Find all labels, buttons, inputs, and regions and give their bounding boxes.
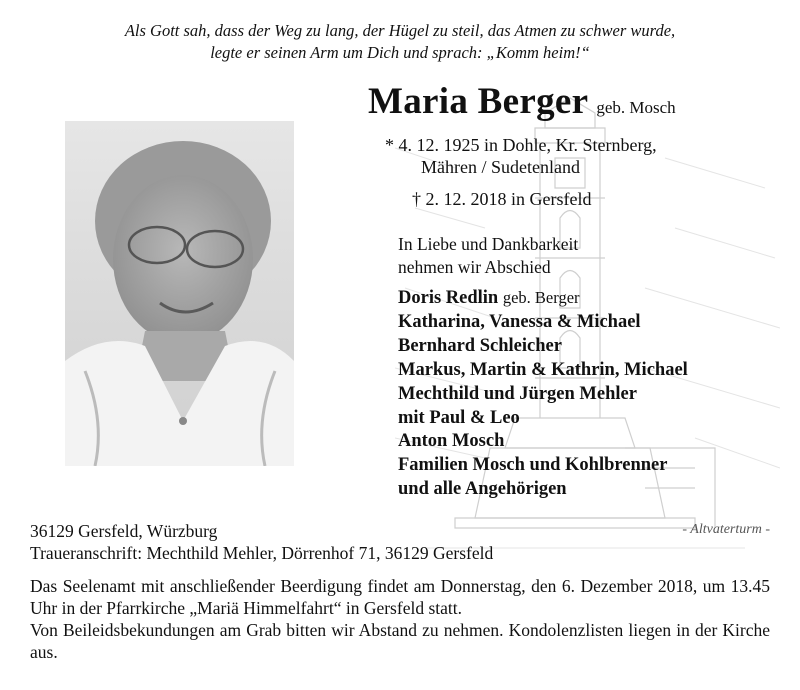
city-line: 36129 Gersfeld, Würzburg	[30, 521, 218, 541]
mourner-item: Mechthild und Jürgen Mehler	[398, 383, 637, 404]
mourner-item: Bernhard Schleicher	[398, 335, 562, 356]
mourner-item: mit Paul & Leo	[398, 407, 520, 428]
birth-line-1: * 4. 12. 1925 in Dohle, Kr. Sternberg,	[385, 135, 657, 155]
mourner-item	[398, 286, 688, 311]
mourner-item: Anton Mosch	[398, 431, 505, 452]
death-line: † 2. 12. 2018 in Gersfeld	[412, 189, 592, 209]
mourner-item: Familien Mosch und Kohlbrenner	[398, 455, 668, 476]
portrait-photo	[65, 121, 294, 466]
tower-caption: - Altvaterturm -	[682, 522, 770, 537]
deceased-name: Maria Berger	[368, 81, 589, 122]
mourner-maiden-name: geb. Berger	[502, 288, 580, 307]
condolence-paragraph: Von Beileidsbekundungen am Grab bitten wir Abstand zu nehmen. Kondolenzlisten liegen in der Kirche aus.	[30, 620, 770, 662]
service-paragraph: Das Seelenamt mit anschließender Beerdigung findet am Donnerstag, den 6. Dezember 2018, um 13.45 Uhr in der Pfarrkirche „Mariä Himmelfahrt“ in Gersfeld statt.	[30, 576, 770, 618]
mourner-item: und alle Angehörigen	[398, 479, 567, 500]
memorial-quote	[40, 20, 760, 64]
deceased-heading	[368, 80, 676, 123]
quote-line-1: Als Gott sah, dass der Weg zu lang, der Hügel zu steil, das Atmen zu schwer wurde,	[124, 21, 676, 40]
quote-line-2: legte er seinen Arm um Dich und sprach: „Komm heim!“	[210, 43, 590, 62]
deceased-maiden-name: geb. Mosch	[596, 98, 676, 117]
mourning-address: Traueranschrift: Mechthild Mehler, Dörrenhof 71, 36129 Gersfeld	[30, 543, 494, 563]
birth-line-2: Mähren / Sudetenland	[421, 157, 580, 177]
service-notice	[30, 575, 770, 663]
intro-line-1: In Liebe und Dankbarkeit	[398, 234, 579, 254]
intro-line-2: nehmen wir Abschied	[398, 257, 551, 277]
location-block	[30, 520, 493, 564]
mourner-item: Markus, Martin & Kathrin, Michael	[398, 359, 688, 380]
life-dates	[385, 134, 657, 210]
mourner-item: Katharina, Vanessa & Michael	[398, 311, 641, 332]
farewell-intro	[398, 233, 578, 279]
mourner-name: Doris Redlin	[398, 288, 499, 308]
mourners-list	[398, 286, 688, 502]
